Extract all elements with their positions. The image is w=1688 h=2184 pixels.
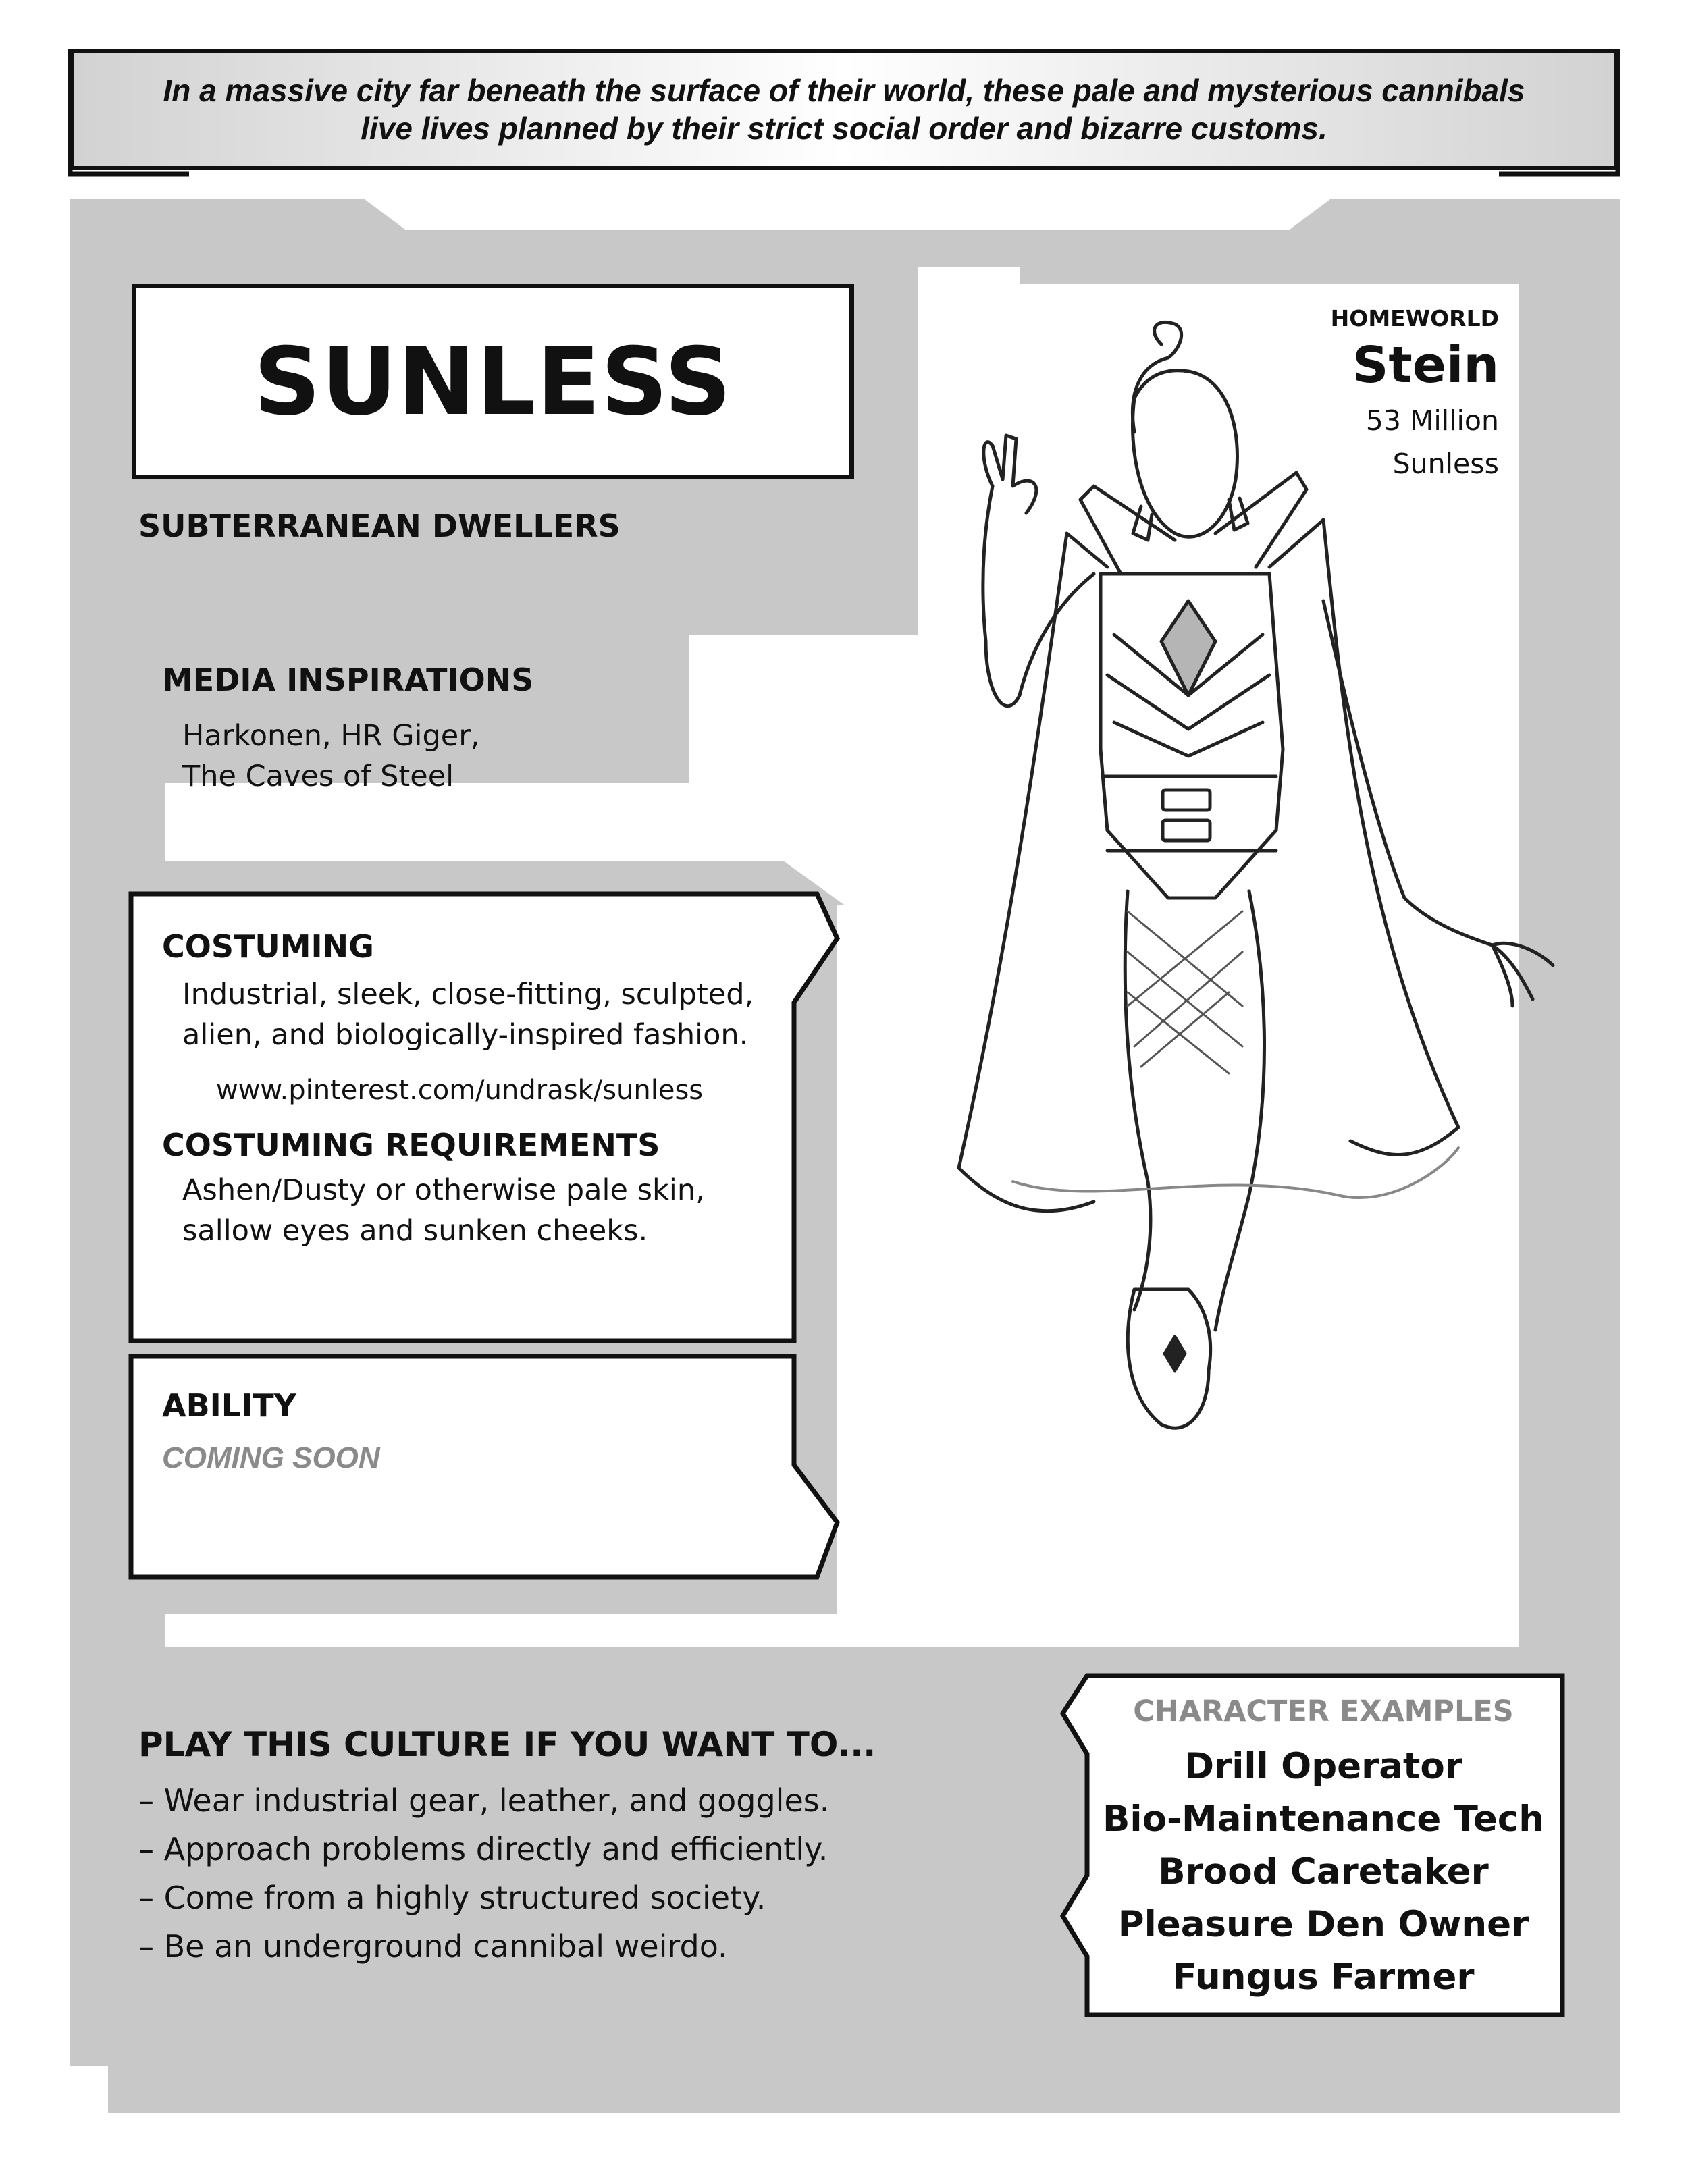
figure-belt-buckle-2 [1163, 820, 1210, 841]
figure-hand-left [984, 435, 1036, 513]
character-illustration [810, 317, 1620, 1627]
character-example: Drill Operator [1184, 1746, 1462, 1787]
costuming-req-line-2: sallow eyes and sunken cheeks. [182, 1214, 648, 1248]
character-example: Fungus Farmer [1172, 1956, 1475, 1998]
intro-text: In a massive city far beneath the surface of their world, these pale and mysterious cannibals live lives planned by their strict social order and bizarre customs. [163, 73, 1525, 146]
character-examples-section [1087, 1695, 1560, 2004]
figure-boot-diamond [1165, 1337, 1185, 1370]
costuming-line-1: Industrial, sleek, close-fitting, sculpted, [182, 978, 754, 1011]
media-heading: MEDIA INSPIRATIONS [162, 662, 534, 698]
play-item: – Wear industrial gear, leather, and goggles. [138, 1782, 830, 1819]
ability-heading: ABILITY [162, 1387, 296, 1424]
homeworld-people: Sunless [1392, 448, 1499, 480]
figure-collar-right [1215, 473, 1307, 567]
costuming-req-line-1: Ashen/Dusty or otherwise pale skin, [182, 1173, 705, 1207]
media-inspirations-section [162, 662, 675, 797]
figure-hair [1132, 322, 1181, 432]
intro-banner [70, 49, 1618, 170]
play-item: – Approach problems directly and efficiently. [138, 1831, 828, 1867]
title-box [132, 284, 854, 479]
costuming-link[interactable]: www.pinterest.com/undrask/sunless [216, 1075, 704, 1106]
figure-leg-right [1215, 891, 1265, 1330]
figure-head [1133, 371, 1238, 537]
costuming-section [162, 928, 756, 1251]
media-line-2: The Caves of Steel [182, 760, 454, 793]
figure-belt-buckle-1 [1163, 790, 1210, 810]
homeworld-population: 53 Million [1365, 404, 1499, 437]
character-example: Pleasure Den Owner [1117, 1904, 1529, 1945]
figure-coat-right [1269, 520, 1458, 1154]
media-line-1: Harkonen, HR Giger, [182, 719, 480, 753]
character-example: Brood Caretaker [1158, 1851, 1489, 1892]
figure-coat-left [959, 533, 1107, 1211]
figure-hand-right [1492, 943, 1553, 1006]
character-example: Bio-Maintenance Tech [1103, 1799, 1544, 1840]
figure-arm-left [983, 486, 1094, 706]
character-examples-heading: CHARACTER EXAMPLES [1133, 1695, 1514, 1728]
play-section [138, 1725, 1016, 1971]
play-heading: PLAY THIS CULTURE IF YOU WANT TO... [138, 1725, 876, 1764]
subtitle: SUBTERRANEAN DWELLERS [138, 508, 621, 544]
costuming-line-2: alien, and biologically-inspired fashion. [182, 1018, 749, 1052]
figure-arm-right [1323, 601, 1492, 945]
play-item: – Be an underground cannibal weirdo. [138, 1928, 728, 1965]
figure-collar-left [1080, 486, 1175, 574]
figure-mesh [1128, 911, 1242, 1073]
frame-notch-left [70, 2066, 108, 2113]
costuming-requirements-heading: COSTUMING REQUIREMENTS [162, 1127, 660, 1163]
costuming-heading: COSTUMING [162, 928, 374, 965]
ability-status: COMING SOON [162, 1441, 380, 1474]
frame-low-window [165, 1614, 837, 1647]
play-item: – Come from a highly structured society. [138, 1880, 766, 1916]
page-title: SUNLESS [253, 327, 733, 436]
homeworld-label: HOMEWORLD [1330, 305, 1499, 331]
homeworld-name: Stein [1352, 336, 1499, 394]
ability-section [162, 1387, 702, 1475]
